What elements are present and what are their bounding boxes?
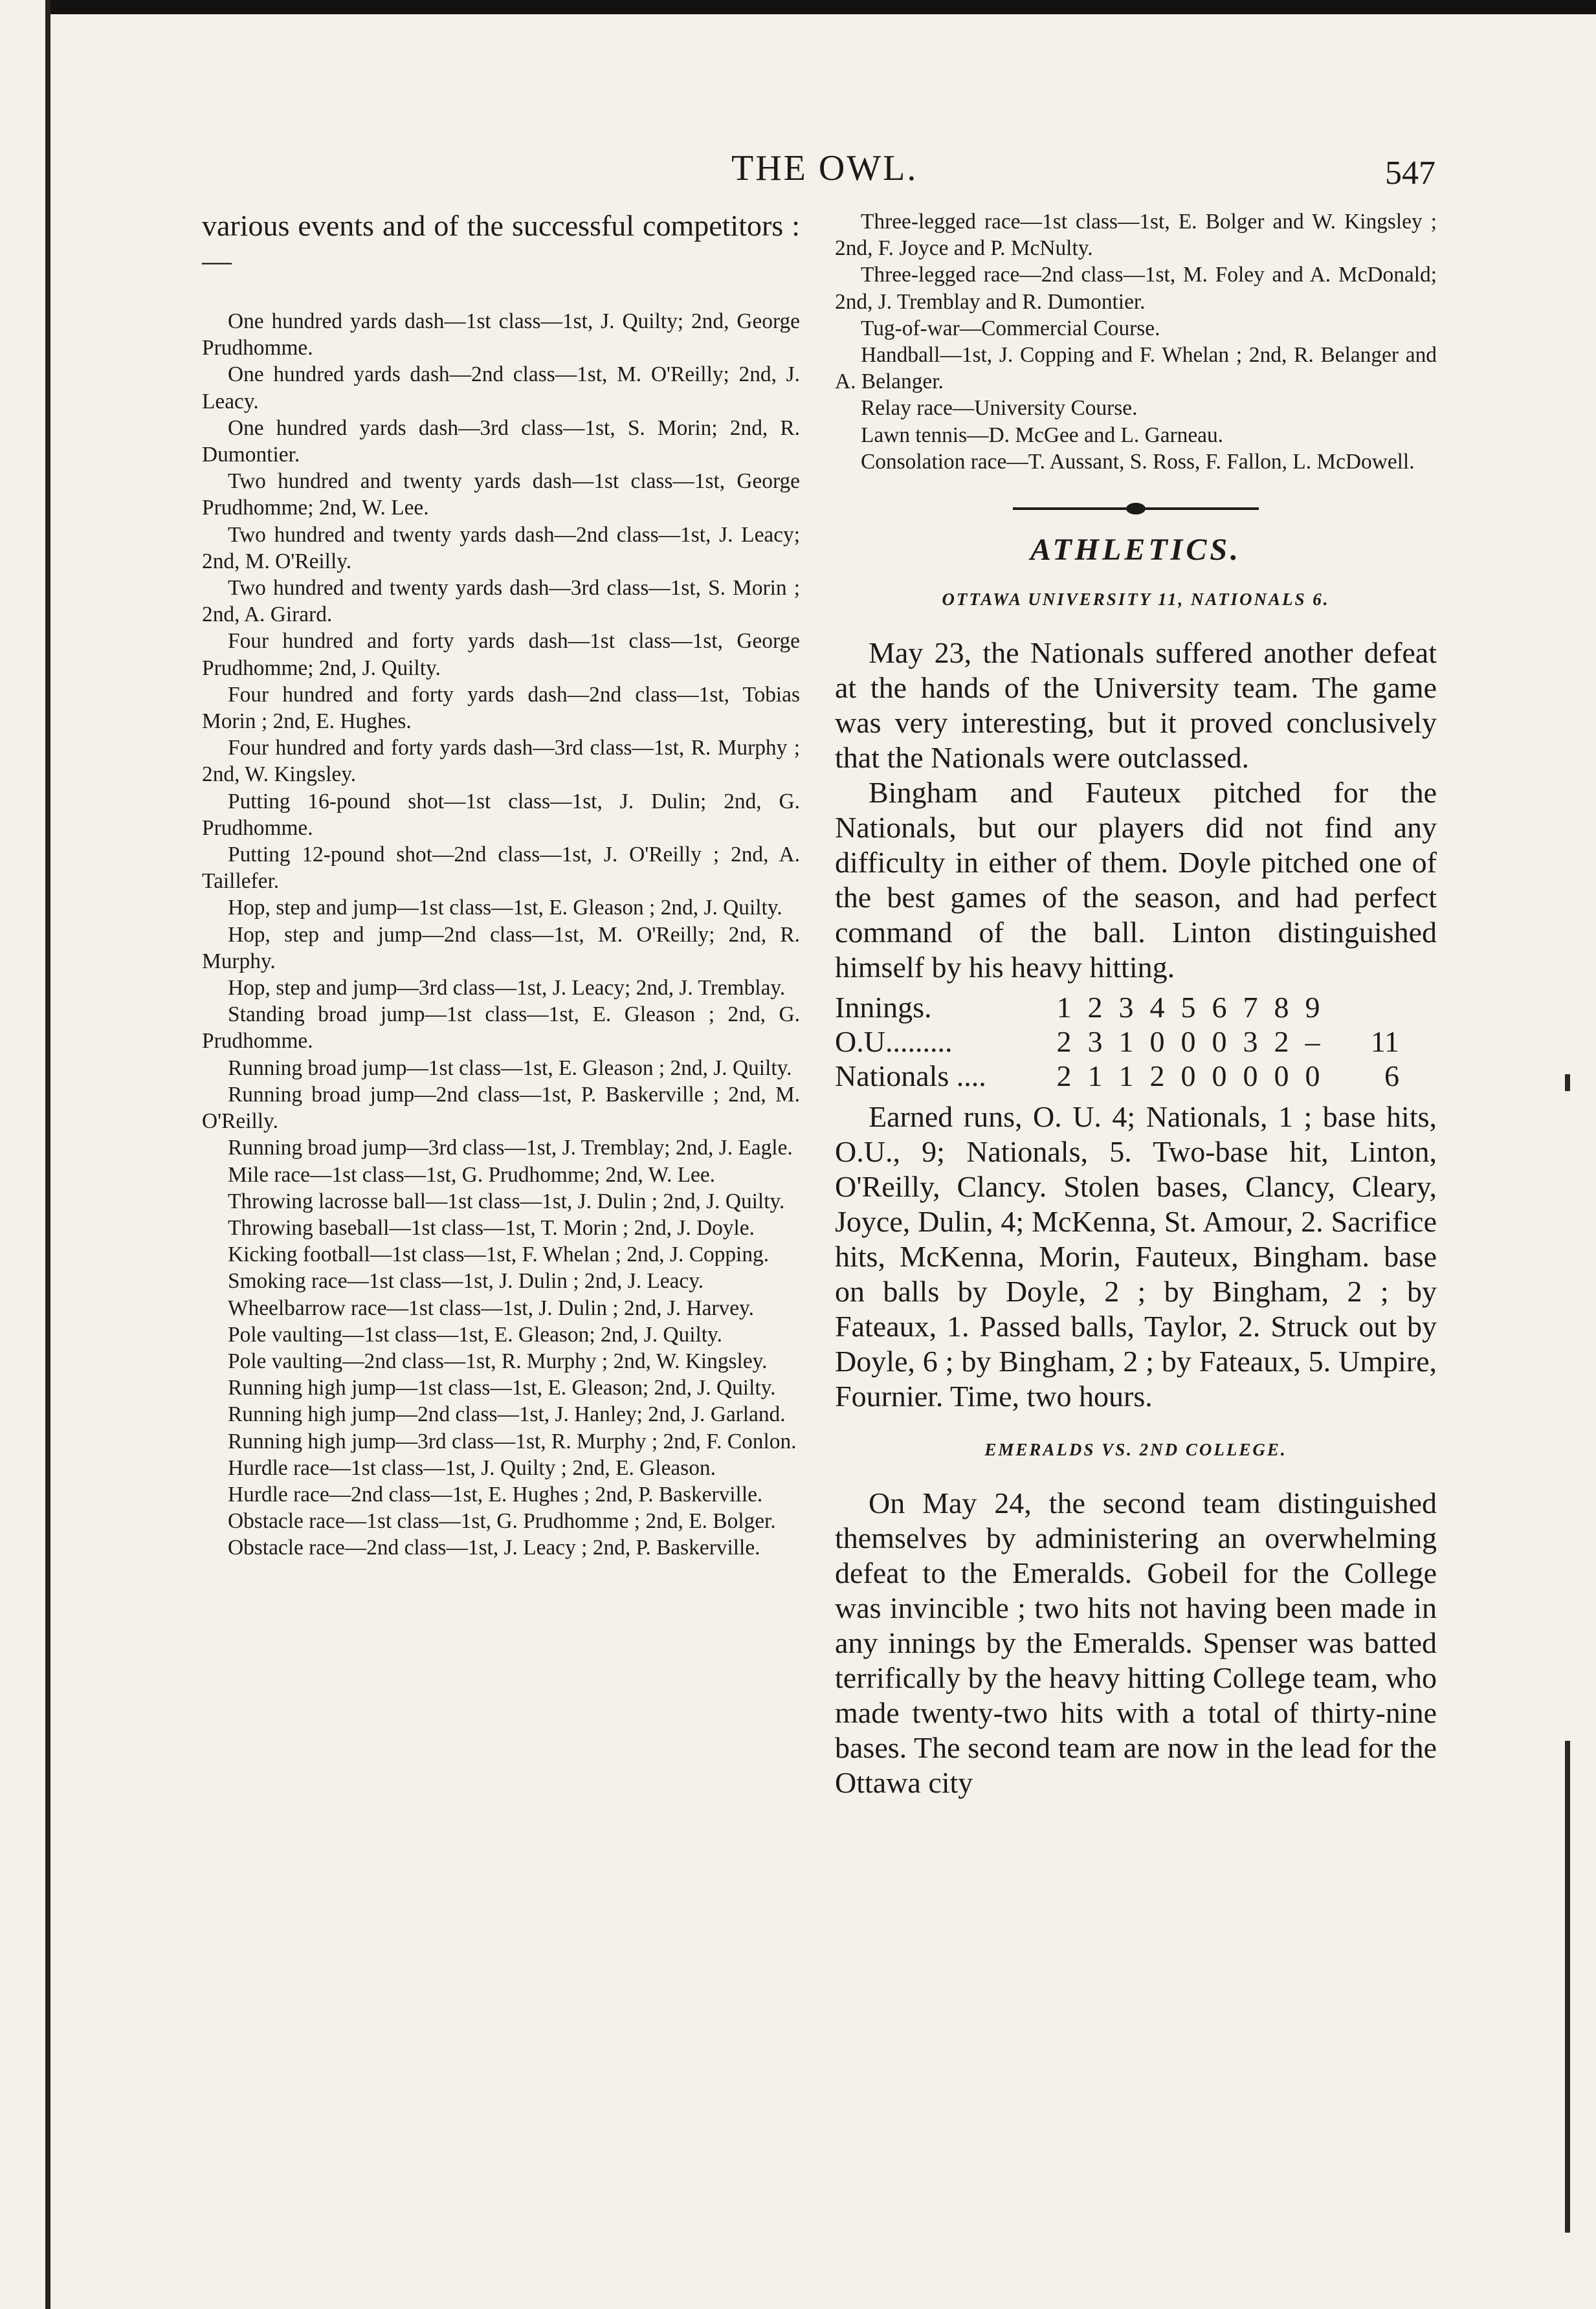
inning-number: 2 <box>1087 991 1103 1024</box>
inning-score: 1 <box>1087 1059 1103 1093</box>
print-speck <box>1565 1074 1570 1091</box>
result-entry: Two hundred and twenty yards dash—3rd class—1st, S. Morin ; 2nd, A. Girard. <box>202 576 800 627</box>
article-paragraph: May 23, the Nationals suffered another defeat at the hands of the University team. The game was very interesting, but it proved conclusively that the Nationals were outclassed. <box>835 636 1437 775</box>
result-entry: Hop, step and jump—3rd class—1st, J. Leacy; 2nd, J. Tremblay. <box>228 976 786 1000</box>
total-header <box>1328 990 1399 1024</box>
result-entry: Mile race—1st class—1st, G. Prudhomme; 2nd, W. Lee. <box>228 1162 716 1187</box>
result-entry: Three-legged race—1st class—1st, E. Bolger and W. Kingsley ; 2nd, F. Joyce and P. McNulty. <box>835 210 1437 261</box>
inning-number: 9 <box>1305 991 1320 1024</box>
result-entry: Lawn tennis—D. McGee and L. Garneau. <box>861 423 1224 447</box>
page-header-title: THE OWL. <box>731 148 918 188</box>
result-entry: Running broad jump—1st class—1st, E. Gleason ; 2nd, J. Quilty. <box>228 1055 792 1080</box>
section-heading: ATHLETICS. <box>1030 533 1242 568</box>
inning-score: 3 <box>1087 1025 1103 1059</box>
article-paragraph: On May 24, the second team distinguished themselves by administering an overwhelming defeat to the Emeralds. Gobeil for the College was invincible ; two hits not having been made in any innings by the Emeralds. Spenser was batted terrifically by the heavy hitting College team, who made twenty-two hits with a total of thirty-nine bases. The second team are now in the lead for the Ottawa city <box>835 1486 1437 1800</box>
result-entry: One hundred yards dash—3rd class—1st, S. Morin; 2nd, R. Dumontier. <box>202 415 800 467</box>
result-entry: Four hundred and forty yards dash—3rd class—1st, R. Murphy ; 2nd, W. Kingsley. <box>202 736 800 787</box>
inning-score: 0 <box>1243 1059 1258 1093</box>
result-entry: Smoking race—1st class—1st, J. Dulin ; 2nd, J. Leacy. <box>228 1269 704 1294</box>
result-entry: Running broad jump—3rd class—1st, J. Tremblay; 2nd, J. Eagle. <box>228 1136 793 1160</box>
total-score: 11 <box>1370 1025 1399 1059</box>
result-entry: Tug-of-war—Commercial Course. <box>861 316 1160 340</box>
result-entry: Two hundred and twenty yards dash—1st class—1st, George Prudhomme; 2nd, W. Lee. <box>202 469 800 520</box>
inning-score: 2 <box>1274 1025 1289 1059</box>
inning-number: 6 <box>1212 991 1227 1024</box>
result-entry: Obstacle race—1st class—1st, G. Prudhomme ; 2nd, E. Bolger. <box>228 1509 776 1534</box>
result-entry: Hop, step and jump—1st class—1st, E. Gleason ; 2nd, J. Quilty. <box>228 896 782 920</box>
result-entry: Four hundred and forty yards dash—2nd class—1st, Tobias Morin ; 2nd, E. Hughes. <box>202 682 800 734</box>
article-paragraph: Bingham and Fauteux pitched for the Nationals, but our players did not find any difficulty in either of them. Doyle pitched one of the best games of the season, and had perfect command of the ball. Linton distinguished himself by his heavy hitting. <box>835 776 1437 984</box>
intro-text: various events and of the successful competitors :— <box>202 209 800 277</box>
result-entry: Running high jump—3rd class—1st, R. Murphy ; 2nd, F. Conlon. <box>228 1429 797 1453</box>
inning-score: 0 <box>1212 1025 1227 1059</box>
result-entry: Hurdle race—2nd class—1st, E. Hughes ; 2nd, P. Baskerville. <box>228 1482 763 1507</box>
inning-score: 0 <box>1149 1025 1165 1059</box>
inning-number: 1 <box>1056 991 1072 1024</box>
left-column <box>202 208 800 1562</box>
result-entry: Consolation race—T. Aussant, S. Ross, F. Fallon, L. McDowell. <box>861 449 1415 474</box>
game-heading: OTTAWA UNIVERSITY 11, NATIONALS 6. <box>942 590 1330 610</box>
inning-score: 3 <box>1243 1025 1258 1059</box>
inning-score: 0 <box>1180 1059 1196 1093</box>
score-header-row <box>835 990 1399 1024</box>
result-entry: Wheelbarrow race—1st class—1st, J. Dulin ; 2nd, J. Harvey. <box>228 1296 754 1320</box>
game-summary: Earned runs, O. U. 4; Nationals, 1 ; base hits, O.U., 9; Nationals, 5. Two-base hit, Linton, O'Reilly, Clancy. Stolen bases, Clancy, Cleary, Joyce, Dulin, 4; McKenna, St. Amour, 2. Sacrifice hits, McKenna, Morin, Fauteux, Bingham. base on balls by Doyle, 2 ; by Bingham, 2 ; by Fateaux, 1. Passed balls, Taylor, 2. Struck out by Doyle, 6 ; by Bingham, 2 ; by Fateaux, 5. Umpire, Fournier. Time, two hours. <box>835 1100 1437 1413</box>
result-entry: Pole vaulting—2nd class—1st, R. Murphy ; 2nd, W. Kingsley. <box>228 1349 768 1373</box>
top-border-rule <box>45 0 1596 14</box>
print-speck <box>1565 1741 1570 2233</box>
inning-number: 7 <box>1243 991 1258 1024</box>
inning-number: 5 <box>1180 991 1196 1024</box>
inning-score: 0 <box>1180 1025 1196 1059</box>
result-entry: Standing broad jump—1st class—1st, E. Gleason ; 2nd, G. Prudhomme. <box>202 1002 800 1054</box>
result-entry: Putting 12-pound shot—2nd class—1st, J. O'Reilly ; 2nd, A. Taillefer. <box>202 843 800 894</box>
result-entry: Pole vaulting—1st class—1st, E. Gleason; 2nd, J. Quilty. <box>228 1322 722 1347</box>
result-entry: Running broad jump—2nd class—1st, P. Baskerville ; 2nd, M. O'Reilly. <box>202 1082 800 1134</box>
right-column <box>835 208 1437 1800</box>
result-entry: Three-legged race—2nd class—1st, M. Foley and A. McDonald; 2nd, J. Tremblay and R. Dumontier. <box>835 263 1437 314</box>
result-entry: Handball—1st, J. Copping and F. Whelan ; 2nd, R. Belanger and A. Belanger. <box>835 343 1437 394</box>
inning-number: 4 <box>1149 991 1165 1024</box>
result-entry: Kicking football—1st class—1st, F. Whelan ; 2nd, J. Copping. <box>228 1243 770 1267</box>
inning-score: 1 <box>1118 1059 1134 1093</box>
team-name: O.U......... <box>835 1025 953 1059</box>
inning-score: 2 <box>1149 1059 1165 1093</box>
team-name: Nationals .... <box>835 1059 986 1093</box>
result-entry: Four hundred and forty yards dash—1st class—1st, George Prudhomme; 2nd, J. Quilty. <box>202 629 800 680</box>
result-entry: Relay race—University Course. <box>861 396 1138 421</box>
result-entry: Running high jump—2nd class—1st, J. Hanley; 2nd, J. Garland. <box>228 1402 786 1427</box>
inning-number: 3 <box>1118 991 1134 1024</box>
result-entry: Putting 16-pound shot—1st class—1st, J. Dulin; 2nd, G. Prudhomme. <box>202 789 800 840</box>
result-entry: Hop, step and jump—2nd class—1st, M. O'Reilly; 2nd, R. Murphy. <box>202 922 800 973</box>
results-list-continued <box>835 208 1437 475</box>
game-heading: EMERALDS VS. 2ND COLLEGE. <box>984 1440 1287 1460</box>
section-divider <box>1013 507 1259 510</box>
inning-score: 0 <box>1212 1059 1227 1093</box>
inning-score: 2 <box>1056 1025 1072 1059</box>
result-entry: Running high jump—1st class—1st, E. Gleason; 2nd, J. Quilty. <box>228 1376 776 1400</box>
inning-score: – <box>1305 1025 1320 1059</box>
result-entry: Obstacle race—2nd class—1st, J. Leacy ; 2nd, P. Baskerville. <box>228 1536 760 1560</box>
score-row <box>835 1059 1399 1093</box>
score-table <box>835 990 1399 1093</box>
result-entry: Hurdle race—1st class—1st, J. Quilty ; 2nd, E. Gleason. <box>228 1455 716 1480</box>
total-score: 6 <box>1384 1059 1399 1093</box>
inning-score: 0 <box>1305 1059 1320 1093</box>
result-entry: One hundred yards dash—2nd class—1st, M. O'Reilly; 2nd, J. Leacy. <box>202 362 800 414</box>
inning-score: 1 <box>1118 1025 1134 1059</box>
inning-number: 8 <box>1274 991 1289 1024</box>
innings-label: Innings. <box>835 991 932 1024</box>
results-list <box>202 308 800 1562</box>
inning-score: 0 <box>1274 1059 1289 1093</box>
result-entry: Throwing lacrosse ball—1st class—1st, J. Dulin ; 2nd, J. Quilty. <box>228 1189 785 1213</box>
result-entry: One hundred yards dash—1st class—1st, J. Quilty; 2nd, George Prudhomme. <box>202 309 800 360</box>
result-entry: Throwing baseball—1st class—1st, T. Morin ; 2nd, J. Doyle. <box>228 1215 755 1240</box>
page-number: 547 <box>1385 155 1435 192</box>
result-entry: Two hundred and twenty yards dash—2nd class—1st, J. Leacy; 2nd, M. O'Reilly. <box>202 522 800 573</box>
binding-edge <box>45 0 50 2309</box>
inning-score: 2 <box>1056 1059 1072 1093</box>
score-row <box>835 1024 1399 1059</box>
